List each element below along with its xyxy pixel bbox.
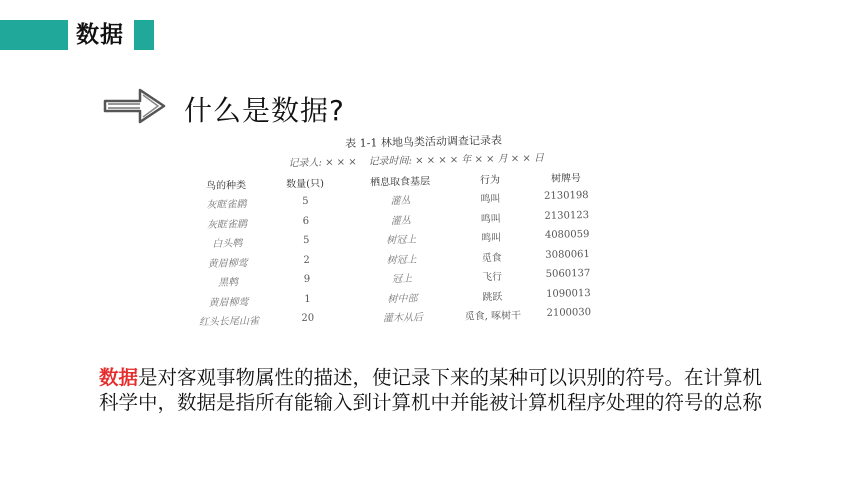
table-cell: 4080059 (544, 229, 590, 242)
section-question: 什么是数据? (184, 94, 345, 127)
table-cell: 冠上 (391, 273, 413, 286)
arrow-right-icon (102, 86, 168, 126)
table-cell: 2130123 (544, 209, 590, 222)
table-cell: 飞行 (481, 272, 503, 284)
table-cell: 红头长尾山雀 (198, 316, 260, 329)
table-cell: 鸣叫 (480, 213, 501, 225)
table-cell: 觅食 (481, 252, 502, 264)
table-cell: 5 (302, 196, 309, 208)
table-cell: 2 (303, 254, 310, 266)
column-header: 栖息取食基层 (369, 175, 431, 189)
highlighted-term: 数据 (99, 366, 139, 389)
page-title: 数据 (76, 22, 124, 48)
table-cell: 5060137 (545, 268, 591, 281)
table-cell: 灌木从后 (382, 312, 424, 325)
header-accent-bar-left (0, 20, 68, 50)
table-cell: 觅食, 啄树干 (464, 310, 522, 323)
recorder-label: 记录人: × × × (288, 156, 357, 170)
table-cell: 20 (301, 313, 315, 325)
column-header: 行为 (479, 174, 501, 186)
table-cell: 9 (303, 274, 311, 286)
table-cell: 灌丛 (390, 195, 411, 208)
table-cell: 2130198 (543, 190, 589, 203)
table-cell: 树冠上 (386, 254, 417, 266)
definition-paragraph (99, 365, 779, 415)
table-cell: 灌丛 (390, 215, 411, 227)
table-cell: 跳跃 (482, 291, 503, 303)
column-header: 树牌号 (550, 172, 582, 185)
column-header: 鸟的种类 (205, 179, 247, 192)
record-time-label: 记录时间: × × × × 年 × × 月 × × 日 (368, 152, 545, 168)
table-cell: 1090013 (546, 287, 591, 300)
table-cell: 鸣叫 (480, 194, 501, 206)
table-cell: 黄眉柳莺 (208, 296, 249, 309)
table-cell: 黄眉柳莺 (207, 257, 248, 270)
definition-text: 是对客观事物属性的描述，使记录下来的某种可以识别的符号。在计算机科学中，数据是指所有能输入到计算机中并能被计算机程序处理的符号的总称 (99, 366, 763, 414)
table-cell: 2100030 (546, 307, 592, 320)
table-caption: 表 1-1 林地鸟类活动调查记录表 (345, 133, 503, 151)
table-cell: 鸣叫 (481, 233, 502, 245)
table-cell: 灰眶雀鹛 (206, 199, 247, 212)
table-cell: 白头鹎 (212, 238, 243, 251)
table-cell: 1 (304, 293, 311, 305)
table-cell: 5 (302, 235, 310, 247)
table-cell: 灰眶雀鹛 (206, 218, 248, 231)
table-cell: 树中部 (387, 293, 418, 305)
table-cell: 3080061 (545, 248, 590, 261)
scanned-survey-table (180, 124, 614, 333)
column-header: 数量(只) (286, 178, 325, 190)
table-cell: 黑鹎 (218, 277, 239, 290)
bird-survey-table (187, 166, 610, 331)
table-cell: 6 (302, 215, 310, 227)
table-cell: 树冠上 (386, 234, 417, 247)
header-accent-bar-right (134, 20, 154, 50)
